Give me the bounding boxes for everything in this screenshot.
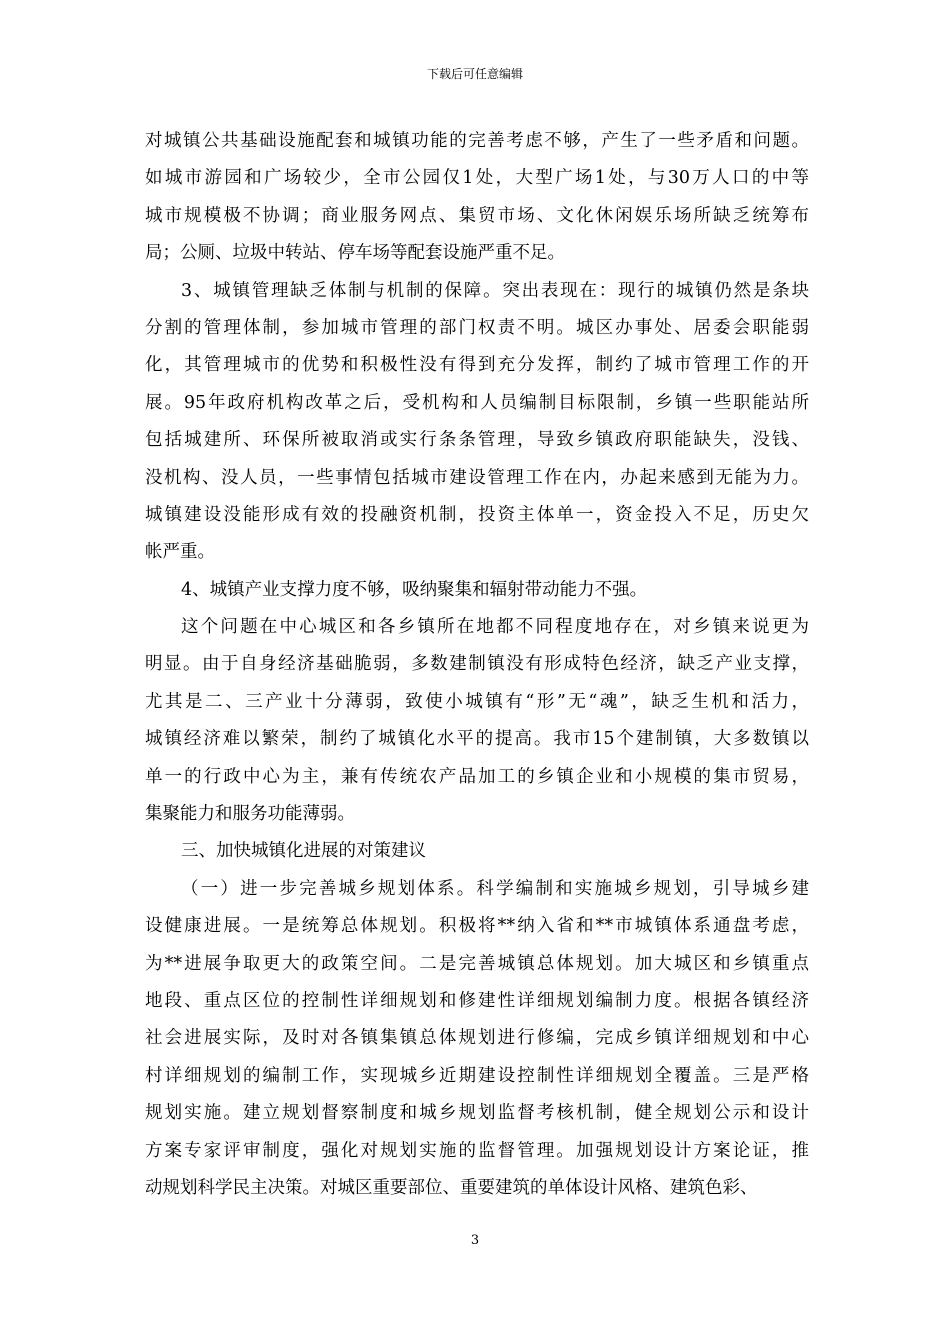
- text-line: 三、加快城镇化进展的对策建议: [181, 841, 426, 862]
- text-line: 局；公厕、垃圾中转站、停车场等配套设施严重不足。: [145, 243, 565, 264]
- text-line: 尤其是二、三产业十分薄弱，致使小城镇有“形”无“魂”，缺乏生机和活力，: [145, 691, 809, 712]
- text-line: 集聚能力和服务功能薄弱。: [145, 804, 355, 825]
- text-line: 没机构、没人员，一些事情包括城市建设管理工作在内，办起来感到无能为力。: [145, 467, 809, 488]
- text-line: 3、城镇管理缺乏体制与机制的保障。突出表现在：现行的城镇仍然是条块: [181, 280, 809, 301]
- paragraph: [145, 833, 809, 870]
- text-line: 设健康进展。一是统筹总体规划。积极将**纳入省和**市城镇体系通盘考虑，: [145, 916, 809, 937]
- paragraph: [145, 572, 809, 609]
- text-line: 社会进展实际，及时对各镇集镇总体规划进行修编，完成乡镇详细规划和中心: [145, 1028, 809, 1049]
- text-line: 方案专家评审制度，强化对规划实施的监督管理。加强规划设计方案论证，推: [145, 1140, 809, 1161]
- text-line: （一）进一步完善城乡规划体系。科学编制和实施城乡规划，引导城乡建: [181, 878, 809, 899]
- text-line: 地段、重点区位的控制性详细规划和修建性详细规划编制力度。根据各镇经济: [145, 990, 809, 1011]
- text-line: 对城镇公共基础设施配套和城镇功能的完善考虑不够，产生了一些矛盾和问题。: [145, 131, 809, 151]
- text-line: 城市规模极不协调；商业服务网点、集贸市场、文化休闲娱乐场所缺乏统筹布: [145, 205, 809, 226]
- page-header: 下载后可任意编辑: [426, 67, 523, 81]
- paragraph: [145, 609, 809, 833]
- text-line: 规划实施。建立规划督察制度和城乡规划监督考核机制，健全规划公示和设计: [145, 1103, 809, 1124]
- text-line: 如城市游园和广场较少，全市公园仅1处，大型广场1处，与30万人口的中等: [145, 168, 809, 189]
- paragraph: [145, 123, 809, 273]
- text-line: 明显。由于自身经济基础脆弱，多数建制镇没有形成特色经济，缺乏产业支撑，: [145, 654, 809, 675]
- text-line: 城镇建设没能形成有效的投融资机制，投资主体单一，资金投入不足，历史欠: [145, 504, 809, 525]
- text-line: 城镇经济难以繁荣，制约了城镇化水平的提高。我市15个建制镇，大多数镇以: [145, 729, 809, 750]
- paragraph: [145, 273, 809, 572]
- text-line: 为**进展争取更大的政策空间。二是完善城镇总体规划。加大城区和乡镇重点: [145, 953, 809, 974]
- text-line: 帐严重。: [145, 542, 215, 563]
- page-number: 3: [470, 1233, 480, 1248]
- text-line: 展。95年政府机构改革之后，受机构和人员编制目标限制，乡镇一些职能站所: [145, 392, 809, 413]
- text-line: 动规划科学民主决策。对城区重要部位、重要建筑的单体设计风格、建筑色彩、: [145, 1177, 758, 1198]
- paragraph: [145, 871, 809, 1208]
- text-line: 4、城镇产业支撑力度不够，吸纳聚集和辐射带动能力不强。: [181, 579, 648, 600]
- text-line: 包括城建所、环保所被取消或实行条条管理，导致乡镇政府职能缺失，没钱、: [145, 430, 809, 451]
- text-line: 化，其管理城市的优势和积极性没有得到充分发挥，制约了城市管理工作的开: [145, 355, 809, 376]
- document-body: [145, 123, 809, 1207]
- text-line: 分割的管理体制，参加城市管理的部门权责不明。城区办事处、居委会职能弱: [145, 317, 809, 338]
- text-line: 单一的行政中心为主，兼有传统农产品加工的乡镇企业和小规模的集市贸易，: [145, 766, 809, 787]
- text-line: 村详细规划的编制工作，实现城乡近期建设控制性详细规划全覆盖。三是严格: [145, 1065, 809, 1086]
- text-line: 这个问题在中心城区和各乡镇所在地都不同程度地存在，对乡镇来说更为: [181, 617, 809, 638]
